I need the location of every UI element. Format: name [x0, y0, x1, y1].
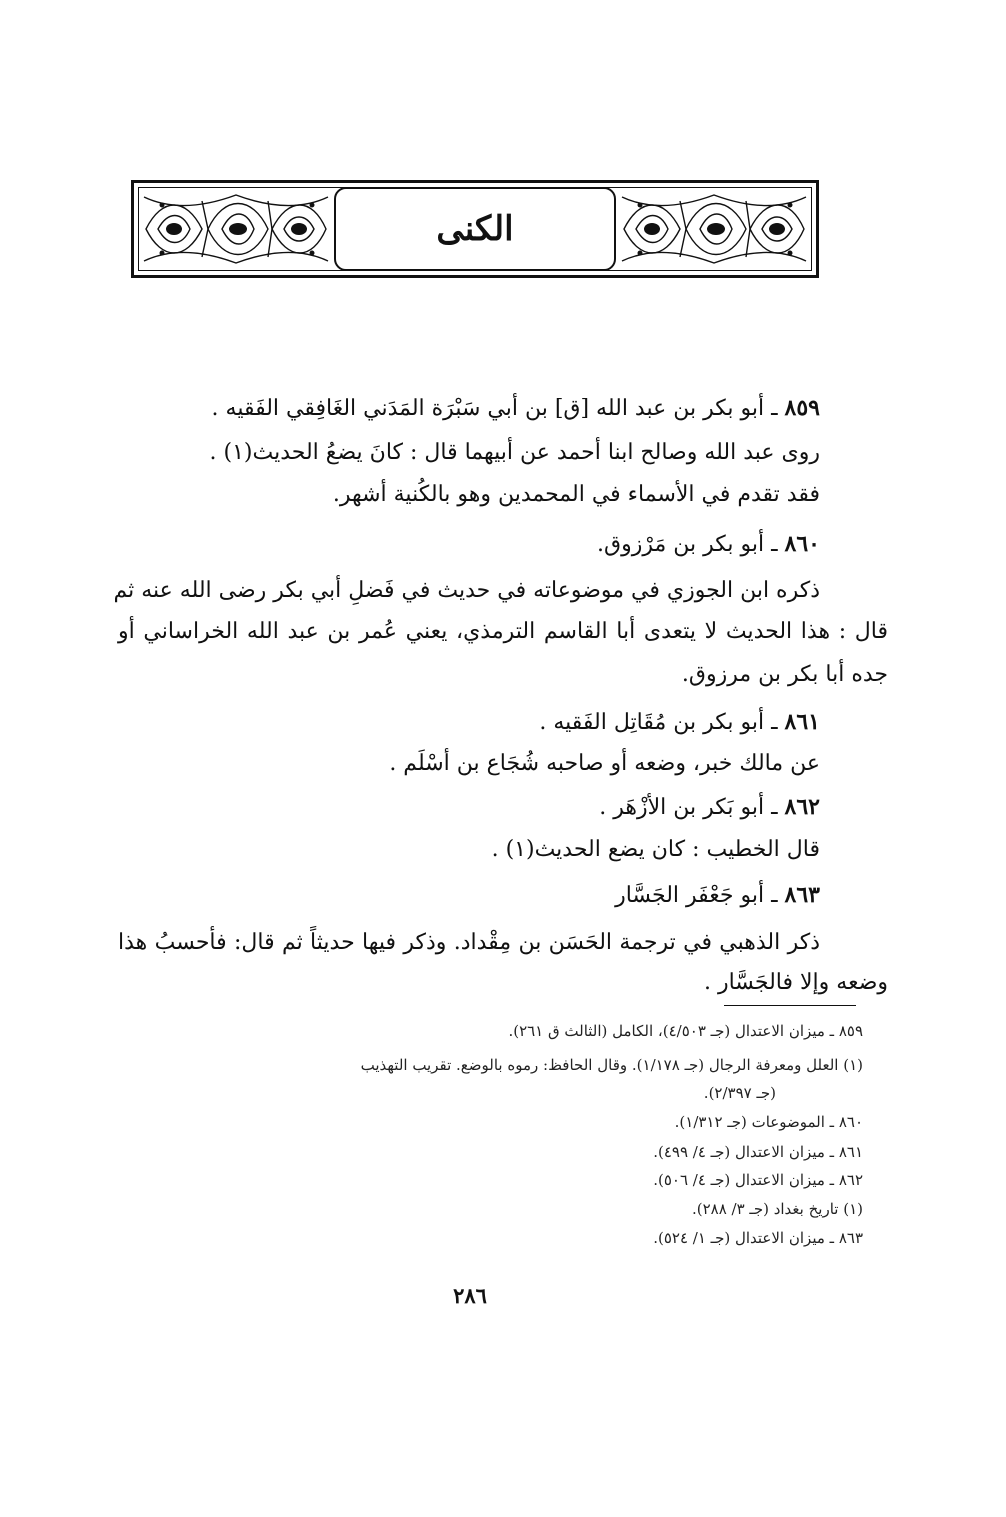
entry-number: ٨٦٣ [784, 882, 820, 908]
entry-number: ٨٦٠ [784, 531, 820, 557]
entry-863-text: وضعه وإلا فالجَسَّار . [703, 970, 888, 995]
entry-862-heading: ٨٦٢ ـ أبو بَكر بن الأزْهَر . [599, 794, 820, 820]
entry-860-text: جده أبا بكر بن مرزوق. [681, 662, 888, 687]
arabesque-ornament-right [620, 191, 808, 267]
footnote-859-1: (١) العلل ومعرفة الرجال (جـ ١/١٧٨). وقال الحافظ: رموه بالوضع. تقريب التهذيب [360, 1056, 863, 1074]
chapter-title: الكنى [436, 209, 514, 249]
entry-number: ٨٦١ [784, 709, 820, 735]
entry-859-text: فقد تقدم في الأسماء في المحمدين وهو بالكُنية أشهر. [332, 482, 820, 507]
entry-860-text: ذكره ابن الجوزي في موضوعاته في حديث في فَضلِ أبي بكر رضى الله عنه ثم [113, 578, 820, 603]
footnote-separator [724, 1005, 856, 1006]
entry-number: ٨٥٩ [784, 395, 820, 421]
entry-862-text: قال الخطيب : كان يضع الحديث(١) . [491, 837, 820, 862]
entry-861-text: عن مالك خبر، وضعه أو صاحبه شُجَاع بن أسْلَم . [389, 751, 820, 776]
chapter-title-box [334, 187, 616, 271]
footnote-862: ٨٦٢ ـ ميزان الاعتدال (جـ ٤/ ٥٠٦). [653, 1171, 863, 1189]
chapter-header-ornament [131, 180, 819, 278]
entry-861-heading: ٨٦١ ـ أبو بكر بن مُقَاتِل الفَقيه . [539, 709, 820, 735]
footnote-859-1-cont: (جـ ٢/٣٩٧). [703, 1084, 776, 1102]
page-number: ٢٨٦ [453, 1283, 487, 1308]
entry-860-heading: ٨٦٠ ـ أبو بكر بن مَرْزوق. [597, 531, 820, 557]
footnote-860: ٨٦٠ ـ الموضوعات (جـ ١/٣١٢). [674, 1113, 863, 1131]
entry-859-text: روى عبد الله وصالح ابنا أحمد عن أبيهما قال : كانَ يضعُ الحديث(١) . [209, 440, 820, 465]
entry-860-text: قال : هذا الحديث لا يتعدى أبا القاسم الترمذي، يعني عُمر بن عبد الله الخراساني أو [118, 619, 888, 644]
entry-863-text: ذكر الذهبي في ترجمة الحَسَن بن مِقْداد. وذكر فيها حديثاً ثم قال: فأحسبُ هذا [118, 930, 820, 955]
footnote-859: ٨٥٩ ـ ميزان الاعتدال (جـ ٤/٥٠٣)، الكامل (الثالث ق ٢٦١). [508, 1022, 863, 1040]
footnote-861: ٨٦١ ـ ميزان الاعتدال (جـ ٤/ ٤٩٩). [653, 1143, 863, 1161]
entry-number: ٨٦٢ [784, 794, 820, 820]
footnote-862-1: (١) تاريخ بغداد (جـ ٣/ ٢٨٨). [691, 1200, 863, 1218]
arabesque-ornament-left [142, 191, 330, 267]
footnote-863: ٨٦٣ ـ ميزان الاعتدال (جـ ١/ ٥٢٤). [653, 1229, 863, 1247]
entry-863-heading: ٨٦٣ ـ أبو جَعْفَر الجَسَّار [615, 882, 820, 908]
entry-859-heading: ٨٥٩ ـ أبو بكر بن عبد الله [ق] بن أبي سَبْرَة المَدَني الغَافِقي الفَقيه . [211, 395, 820, 421]
